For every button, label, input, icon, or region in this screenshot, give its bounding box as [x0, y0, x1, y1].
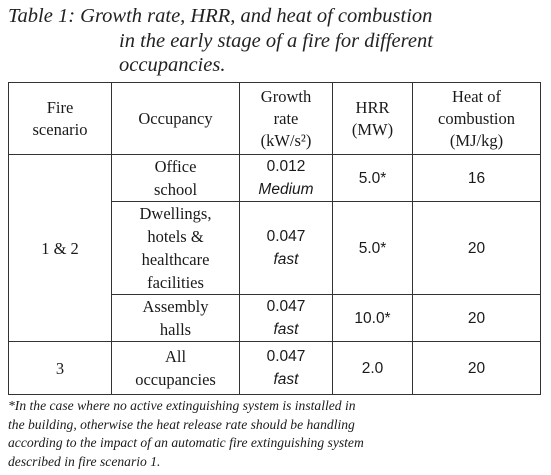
cell-hrr: 10.0* — [333, 295, 413, 342]
table-row — [9, 342, 541, 395]
cell-heat: 20 — [413, 202, 541, 295]
header-heat-line: (MJ/kg) — [449, 130, 504, 150]
cell-hrr: 5.0* — [333, 155, 413, 202]
growth-rate-label: fast — [273, 321, 299, 338]
header-fire-scenario — [9, 83, 112, 155]
header-growth-rate-line: rate — [273, 108, 299, 128]
cell-heat: 20 — [413, 342, 541, 395]
cell-occupancy — [112, 342, 240, 395]
occupancy-line: Office — [154, 157, 197, 176]
header-hrr — [333, 83, 413, 155]
cell-occupancy — [112, 155, 240, 202]
cell-occupancy — [112, 295, 240, 342]
growth-rate-value: 0.047 — [266, 298, 306, 315]
header-hrr-line: (MW) — [351, 119, 394, 139]
header-heat-line: combustion — [438, 108, 515, 128]
header-fire-scenario-line: scenario — [32, 119, 88, 139]
caption-line-1: Table 1: Growth rate, HRR, and heat of combustion — [8, 5, 433, 27]
cell-growth-rate — [240, 202, 333, 295]
header-heat-line: Heat of — [451, 86, 502, 106]
growth-rate-value: 0.047 — [266, 348, 306, 365]
cell-heat: 16 — [413, 155, 541, 202]
header-fire-scenario-line: Fire — [46, 97, 74, 117]
footnote-line: the building, otherwise the heat release rate should be handling — [8, 416, 355, 432]
table-header-row — [9, 83, 541, 155]
growth-rate-label: fast — [273, 371, 299, 388]
footnote-line: according to the impact of an automatic fire extinguishing system — [8, 435, 364, 451]
header-growth-rate-line: (kW/s²) — [260, 130, 312, 150]
cell-hrr: 2.0 — [333, 342, 413, 395]
cell-scenario: 1 & 2 — [9, 155, 112, 342]
growth-rate-label: fast — [273, 251, 299, 268]
occupancy-line: school — [153, 180, 198, 199]
cell-growth-rate — [240, 155, 333, 202]
occupancy-line: occupancies — [135, 370, 216, 389]
growth-rate-value: 0.047 — [266, 228, 306, 245]
header-occupancy-label: Occupancy — [138, 108, 213, 128]
footnote-line: described in fire scenario 1. — [8, 453, 161, 469]
cell-occupancy — [112, 202, 240, 295]
growth-rate-label: Medium — [258, 181, 314, 198]
occupancy-line: Assembly — [142, 297, 209, 316]
cell-growth-rate — [240, 342, 333, 395]
table-row — [9, 155, 541, 202]
occupancy-line: Dwellings, — [139, 204, 212, 223]
caption-line-2: in the early stage of a fire for different — [119, 29, 433, 52]
cell-scenario: 3 — [9, 342, 112, 395]
occupancy-line: healthcare — [141, 250, 210, 269]
growth-rate-value: 0.012 — [266, 158, 306, 175]
cell-hrr: 5.0* — [333, 202, 413, 295]
table-footnote — [8, 397, 543, 471]
cell-growth-rate — [240, 295, 333, 342]
header-heat-of-combustion — [413, 83, 541, 155]
cell-heat: 20 — [413, 295, 541, 342]
caption-line-3: occupancies. — [119, 54, 226, 76]
table-caption — [8, 4, 543, 78]
header-growth-rate — [240, 83, 333, 155]
footnote-line: *In the case where no active extinguishing system is installed in — [8, 398, 356, 413]
header-growth-rate-line: Growth — [260, 86, 312, 106]
header-occupancy — [112, 83, 240, 155]
occupancy-line: halls — [159, 320, 192, 339]
header-hrr-line: HRR — [355, 97, 390, 117]
fire-occupancy-table — [8, 82, 541, 395]
occupancy-line: hotels & — [147, 227, 204, 246]
occupancy-line: facilities — [147, 273, 204, 292]
occupancy-line: All — [164, 347, 187, 366]
